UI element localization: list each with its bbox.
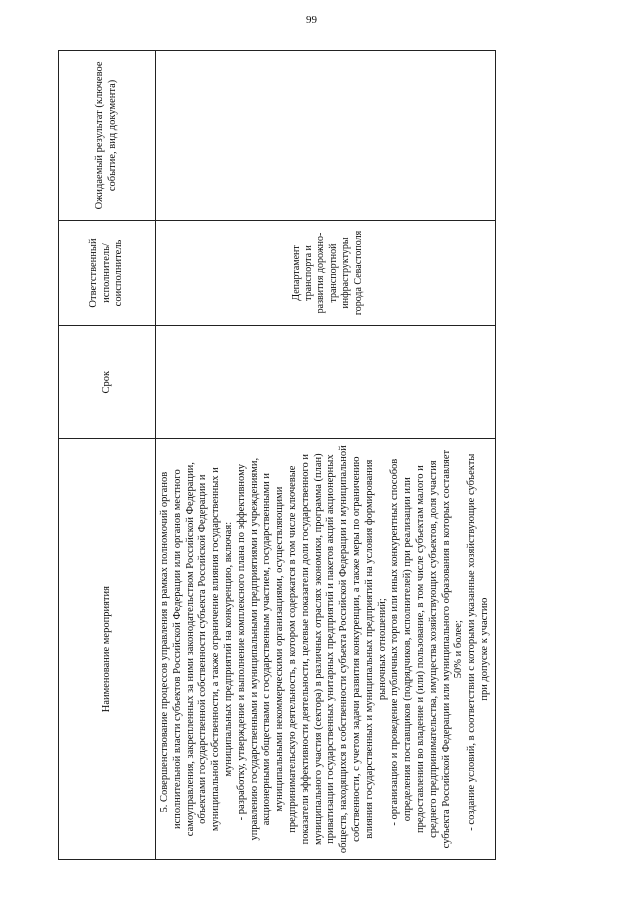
header-result: Ожидаемый результат (ключевое событие, вид документа) <box>59 51 156 221</box>
measure-paragraph: - создание условий, в соответствии с которыми указанные хозяйствующие субъекты при допуске к участию <box>466 453 490 831</box>
table-header-row <box>59 51 156 860</box>
measure-paragraph: - организацию и проведение публичных торгов или иных конкурентных способов определения поставщиков (подрядчиков, исполнителей) при реализации или предоставлении во владение и (или) пользование, в том числе субъектам малого и среднего предпринимательства, имущества хозяйствующих субъектов, доля участия субъекта Российской Федерации или муниципального образования в которых составляет 50% и более; <box>389 449 465 849</box>
measure-paragraph: - разработку, утверждение и выполнение комплексного плана по эффективному управлению государственными и муниципальными предприятиями и учреждениями, акционерными обществами с государственным участием, государственными и муниципальными некоммерческими организациями, осуществляющими предпринимательскую деятельность, в котором содержатся в том числе ключевые показатели эффективности деятельности, целевые показатели доли государственного и муниципального участия (сектора) в различных отраслях экономики, программа (план) приватизации государственных унитарных предприятий и пакетов акций акционерных обществ, находящихся в собственности субъекта Российской Федерации и муниципальной собственности, с учетом задачи развития конкуренции, а также меры по ограничению влияния государственных и муниципальных предприятий на условия формирования рыночных отношений; <box>235 445 388 854</box>
plan-table <box>58 50 496 860</box>
rotated-page-content <box>58 50 568 860</box>
term-cell <box>156 326 496 439</box>
header-term: Срок <box>59 326 156 439</box>
table-row <box>156 51 496 860</box>
measure-description <box>156 439 496 860</box>
header-name: Наименование мероприятия <box>59 439 156 860</box>
header-executor: Ответственный исполнитель/ соисполнитель <box>59 220 156 325</box>
measure-paragraph: 5. Совершенствование процессов управления в рамках полномочий органов исполнительной власти субъектов Российской Федерации или органов местного самоуправления, закрепленных за ними законодательством Российской Федерации, объектами государственной собственности субъекта Российской Федерации и муниципальной собственности, а также ограничение влияния государственных и муниципальных предприятий на конкуренцию, включая: <box>159 462 234 837</box>
executor-cell: Департамент транспорта и развития дорожно-транспортной инфраструктуры города Севастополя <box>156 220 496 325</box>
result-cell <box>156 51 496 221</box>
page-number: 99 <box>306 14 317 26</box>
